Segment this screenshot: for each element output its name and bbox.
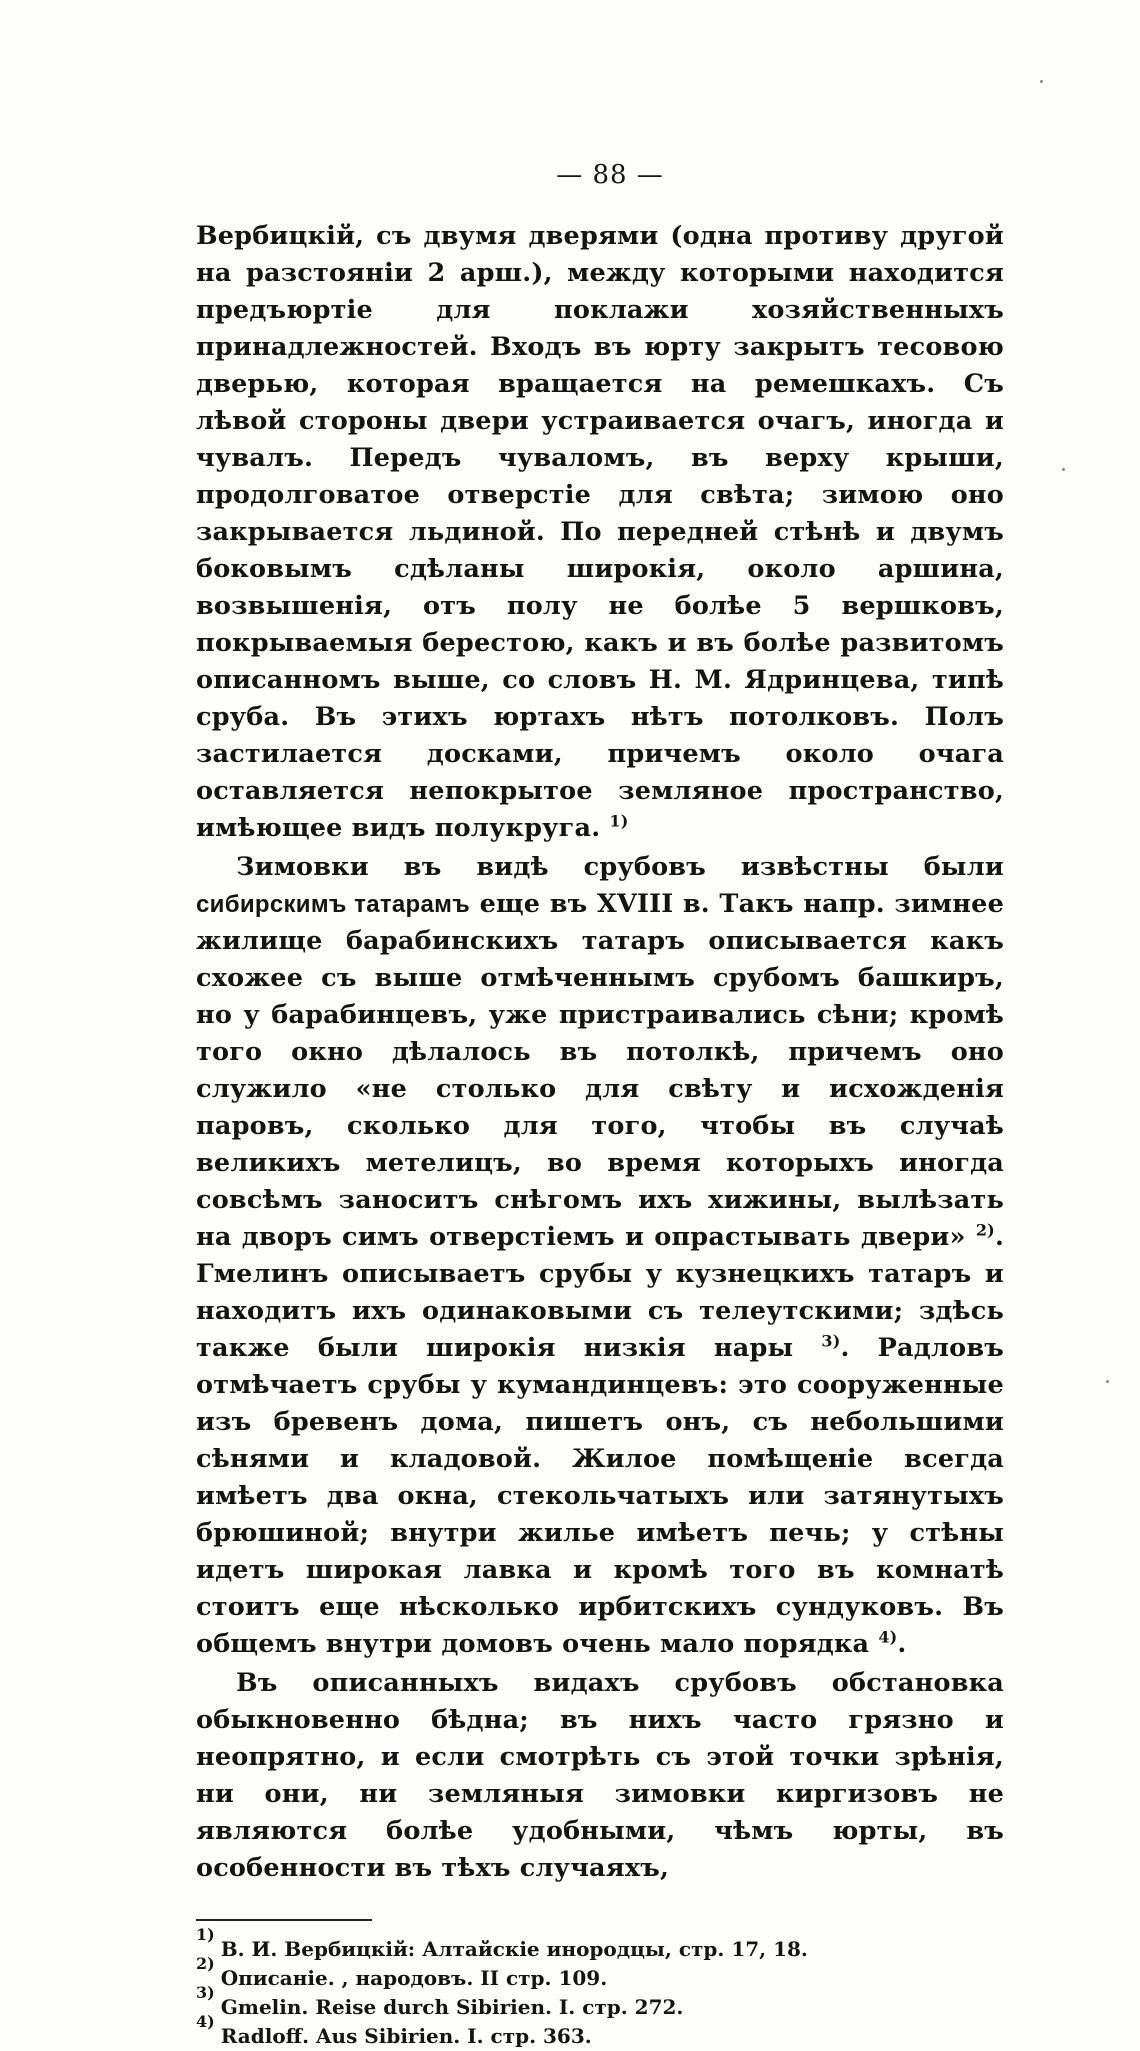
paragraph-2 bbox=[196, 849, 1004, 1663]
paragraph-3 bbox=[196, 1665, 1004, 1887]
scan-speck bbox=[1040, 80, 1043, 83]
footnote bbox=[196, 1925, 1004, 1964]
paragraph-text: еще въ XVIII в. Такъ напр. зимнее жилище барабинскихъ татаръ описывается какъ схожее съ выше отмѣченнымъ срубомъ башкиръ, но у барабинцевъ, уже пристраивались сѣни; кромѣ того окно дѣлалось въ потолкѣ, причемъ оно служило «не столько для свѣту и исхожденія паровъ, сколько для того, чтобы въ случаѣ великихъ метелицъ, во время которыхъ иногда совсѣмъ заноситъ снѣгомъ ихъ хижины, вылѣзать на дворъ симъ отверстіемъ и опрастывать двери» bbox=[196, 889, 1004, 1252]
paragraph-text: Зимовки въ видѣ срубовъ извѣстны были bbox=[236, 852, 1004, 882]
footnote-mark: 4) bbox=[196, 2012, 215, 2031]
footnote bbox=[196, 1954, 1004, 1993]
paragraph-1 bbox=[196, 218, 1004, 847]
footnote-mark: 3) bbox=[196, 1983, 215, 2002]
footnotes-list bbox=[196, 1925, 1004, 2051]
footnote-ref: 1) bbox=[609, 811, 629, 831]
emphasized-phrase: сибирскимъ татарамъ bbox=[196, 891, 471, 918]
paragraph-text: . Радловъ отмѣчаетъ срубы у кумандинцевъ: это сооруженные изъ бревенъ дома, пишетъ онъ, съ небольшими сѣнями и кладовой. Жилое помѣщеніе всегда имѣетъ два окна, стекольчатыхъ или затянутыхъ брюшиной; внутри жилье имѣетъ печь; у стѣны идетъ широкая лавка и кромѣ того въ комнатѣ стоитъ еще нѣсколько ирбитскихъ сундуковъ. Въ общемъ внутри домовъ очень мало порядка bbox=[196, 1333, 1005, 1659]
footnote-ref: 3) bbox=[821, 1331, 841, 1351]
scan-speck bbox=[1106, 1380, 1109, 1383]
footnote-text: Описаніе. , народовъ. II стр. 109. bbox=[220, 1966, 608, 1990]
paragraph-text: Вербицкій, съ двумя дверями (одна противу другой на разстояніи 2 арш.), между которыми находится предъюртіе для поклажи хозяйственныхъ принадлежностей. Входъ въ юрту закрытъ тесовою дверью, которая вращается на ремешкахъ. Съ лѣвой стороны двери устраивается очагъ, иногда и чувалъ. Передъ чуваломъ, въ верху крыши, продолговатое отверстіе для свѣта; зимою оно закрывается льдиной. По передней стѣнѣ и двумъ боковымъ сдѣланы широкія, около аршина, возвышенія, отъ полу не болѣе 5 вершковъ, покрываемыя берестою, какъ и въ болѣе развитомъ описанномъ выше, со словъ Н. М. Ядринцева, типѣ сруба. Въ этихъ юртахъ нѣтъ потолковъ. Полъ застилается досками, причемъ около очага оставляется непокрытое земляное пространство, имѣющее видъ полукруга. bbox=[196, 221, 1004, 843]
footnote-text: В. И. Вербицкій: Алтайскіе инородцы, стр. 17, 18. bbox=[220, 1937, 808, 1961]
footnote-ref: 2) bbox=[975, 1220, 995, 1240]
page-number: — 88 — bbox=[556, 160, 664, 190]
paragraph-text: . Гмелинъ описываетъ срубы у кузнецкихъ татаръ и находитъ ихъ одинаковыми съ телеутскими; здѣсь также были широкія низкія нары bbox=[196, 1222, 1005, 1363]
footnote-mark: 1) bbox=[196, 1925, 215, 1944]
paragraph-text: Въ описанныхъ видахъ срубовъ обстановка обыкновенно бѣдна; въ нихъ часто грязно и неопрятно, и если смотрѣть съ этой точки зрѣнія, ни они, ни земляныя зимовки киргизовъ не являются болѣе удобными, чѣмъ юрты, въ особенности въ тѣхъ случаяхъ, bbox=[196, 1668, 1004, 1883]
page bbox=[196, 160, 1004, 2051]
footnote-text: Gmelin. Reise durch Sibirien. I. стр. 272. bbox=[220, 1995, 684, 2019]
footnote-mark: 2) bbox=[196, 1954, 215, 1973]
footnote-divider bbox=[196, 1919, 372, 1921]
paragraph-text: . bbox=[897, 1629, 907, 1659]
footnote-ref: 4) bbox=[878, 1627, 898, 1647]
footnote-text: Radloff. Aus Sibirien. I. стр. 363. bbox=[220, 2024, 592, 2048]
footnote bbox=[196, 1983, 1004, 2022]
scan-speck bbox=[1062, 468, 1065, 471]
footnote bbox=[196, 2012, 1004, 2051]
